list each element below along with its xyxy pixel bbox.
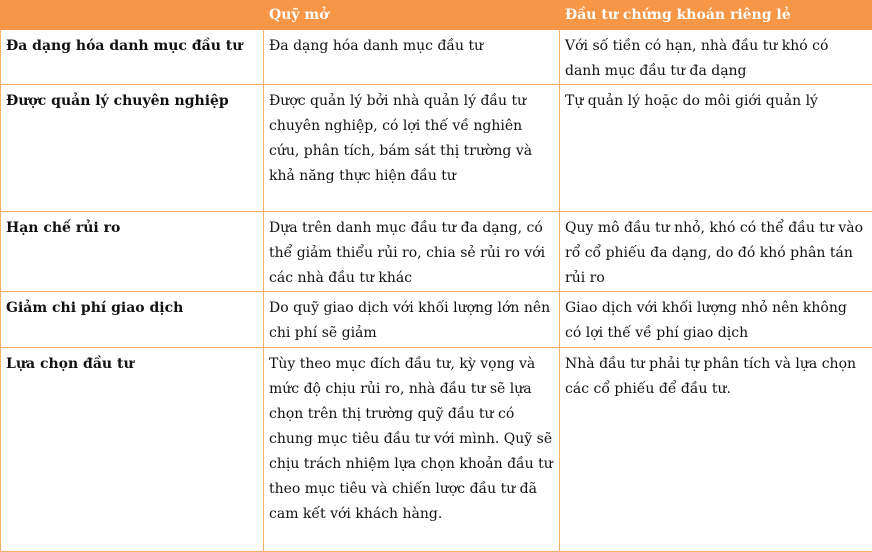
table-row bbox=[1, 212, 872, 292]
open-fund-cell: Tùy theo mục đích đầu tư, kỳ vọng và mức độ chịu rủi ro, nhà đầu tư sẽ lựa chọn trên thị trường quỹ đầu tư có chung mục tiêu đầu tư với mình. Quỹ sẽ chịu trách nhiệm lựa chọn khoản đầu tư theo mục tiêu và chiến lược đầu tư đã cam kết với khách hàng. bbox=[264, 348, 560, 552]
header-criterion bbox=[1, 1, 264, 30]
header-individual-stocks: Đầu tư chứng khoán riêng lẻ bbox=[560, 1, 872, 30]
individual-cell: Với số tiền có hạn, nhà đầu tư khó có danh mục đầu tư đa dạng bbox=[560, 30, 872, 85]
individual-cell: Quy mô đầu tư nhỏ, khó có thể đầu tư vào rổ cổ phiếu đa dạng, do đó khó phân tán rủi ro bbox=[560, 212, 872, 292]
individual-cell: Nhà đầu tư phải tự phân tích và lựa chọn các cổ phiếu để đầu tư. bbox=[560, 348, 872, 552]
row-criterion: Được quản lý chuyên nghiệp bbox=[1, 85, 264, 212]
open-fund-cell: Đa dạng hóa danh mục đầu tư bbox=[264, 30, 560, 85]
row-criterion: Lựa chọn đầu tư bbox=[1, 348, 264, 552]
row-criterion: Hạn chế rủi ro bbox=[1, 212, 264, 292]
table-row bbox=[1, 30, 872, 85]
open-fund-cell: Dựa trên danh mục đầu tư đa dạng, có thể giảm thiểu rủi ro, chia sẻ rủi ro với các nhà đầu tư khác bbox=[264, 212, 560, 292]
table-header-row bbox=[1, 1, 872, 30]
row-criterion: Đa dạng hóa danh mục đầu tư bbox=[1, 30, 264, 85]
open-fund-cell: Do quỹ giao dịch với khối lượng lớn nên chi phí sẽ giảm bbox=[264, 292, 560, 348]
table-row bbox=[1, 292, 872, 348]
row-criterion: Giảm chi phí giao dịch bbox=[1, 292, 264, 348]
header-open-fund: Quỹ mở bbox=[264, 1, 560, 30]
table-row bbox=[1, 85, 872, 212]
individual-cell: Tự quản lý hoặc do môi giới quản lý bbox=[560, 85, 872, 212]
table-row bbox=[1, 348, 872, 552]
individual-cell: Giao dịch với khối lượng nhỏ nên không có lợi thế về phí giao dịch bbox=[560, 292, 872, 348]
open-fund-cell: Được quản lý bởi nhà quản lý đầu tư chuyên nghiệp, có lợi thế về nghiên cứu, phân tích, bám sát thị trường và khả năng thực hiện đầu tư bbox=[264, 85, 560, 212]
